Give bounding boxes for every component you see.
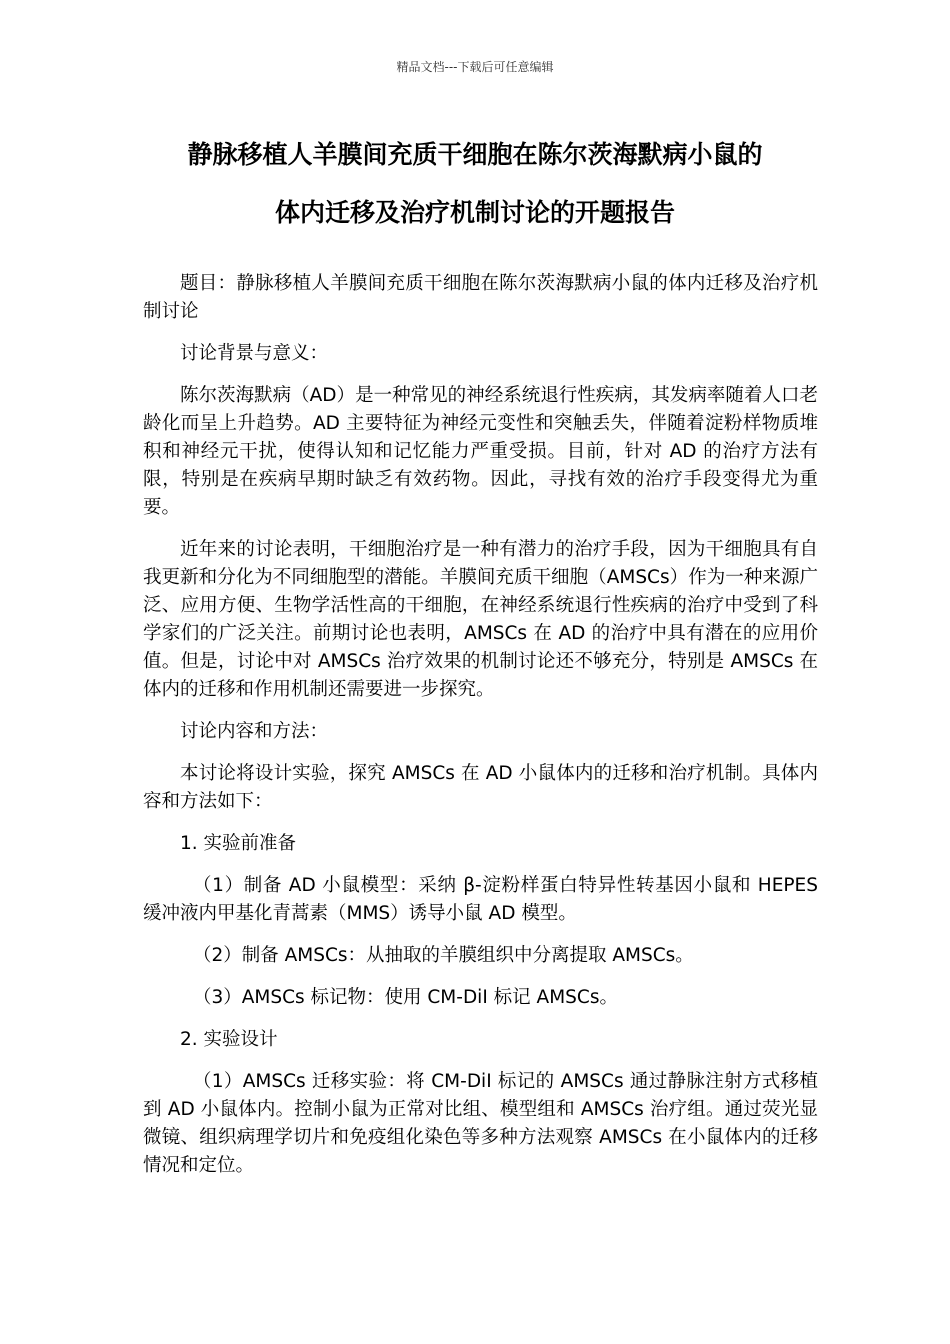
document-title-line-1: 静脉移植人羊膜间充质干细胞在陈尔茨海默病小鼠的 [187,140,763,169]
page-header: 精品文档---下载后可任意编辑 [396,60,554,74]
section-heading-methods: 讨论内容和方法： [180,721,329,742]
background-paragraph-1: 陈尔茨海默病（AD）是一种常见的神经系统退行性疾病，其发病率随着人口老龄化而呈上升趋势。AD 主要特征为神经元变性和突触丢失，伴随着淀粉样物质堆积和神经元干扰，使得认知和记忆能力严重受损。目前，针对 AD 的治疗方法有限，特别是在疾病早期时缺乏有效药物。因此，寻找有效的治疗手段变得尤为重要。 [143,385,818,518]
document-title-line-2: 体内迁移及治疗机制讨论的开题报告 [274,198,675,227]
prep-item-1: （1）制备 AD 小鼠模型：采纳 β-淀粉样蛋白特异性转基因小鼠和 HEPES 缓冲液内甲基化青蒿素（MMS）诱导小鼠 AD 模型。 [143,875,818,924]
topic-paragraph: 题目：静脉移植人羊膜间充质干细胞在陈尔茨海默病小鼠的体内迁移及治疗机制讨论 [143,273,818,322]
subsection-heading-design: 2. 实验设计 [180,1029,278,1050]
design-item-1: （1）AMSCs 迁移实验：将 CM-DiI 标记的 AMSCs 通过静脉注射方式移植到 AD 小鼠体内。控制小鼠为正常对比组、模型组和 AMSCs 治疗组。通过荧光显微镜、组织病理学切片和免疫组化染色等多种方法观察 AMSCs 在小鼠体内的迁移情况和定位。 [143,1071,818,1176]
prep-item-2: （2）制备 AMSCs：从抽取的羊膜组织中分离提取 AMSCs。 [192,945,694,966]
document-body [143,270,818,1194]
section-heading-background: 讨论背景与意义： [180,343,329,364]
background-paragraph-2: 近年来的讨论表明，干细胞治疗是一种有潜力的治疗手段，因为干细胞具有自我更新和分化为不同细胞型的潜能。羊膜间充质干细胞（AMSCs）作为一种来源广泛、应用方便、生物学活性高的干细胞，在神经系统退行性疾病的治疗中受到了科学家们的广泛关注。前期讨论也表明，AMSCs 在 AD 的治疗中具有潜在的应用价值。但是，讨论中对 AMSCs 治疗效果的机制讨论还不够充分，特别是 AMSCs 在体内的迁移和作用机制还需要进一步探究。 [143,539,818,700]
subsection-heading-preparation: 1. 实验前准备 [180,833,297,854]
prep-item-3: （3）AMSCs 标记物：使用 CM-DiI 标记 AMSCs。 [192,987,618,1008]
methods-intro-paragraph: 本讨论将设计实验，探究 AMSCs 在 AD 小鼠体内的迁移和治疗机制。具体内容和方法如下： [143,763,818,812]
